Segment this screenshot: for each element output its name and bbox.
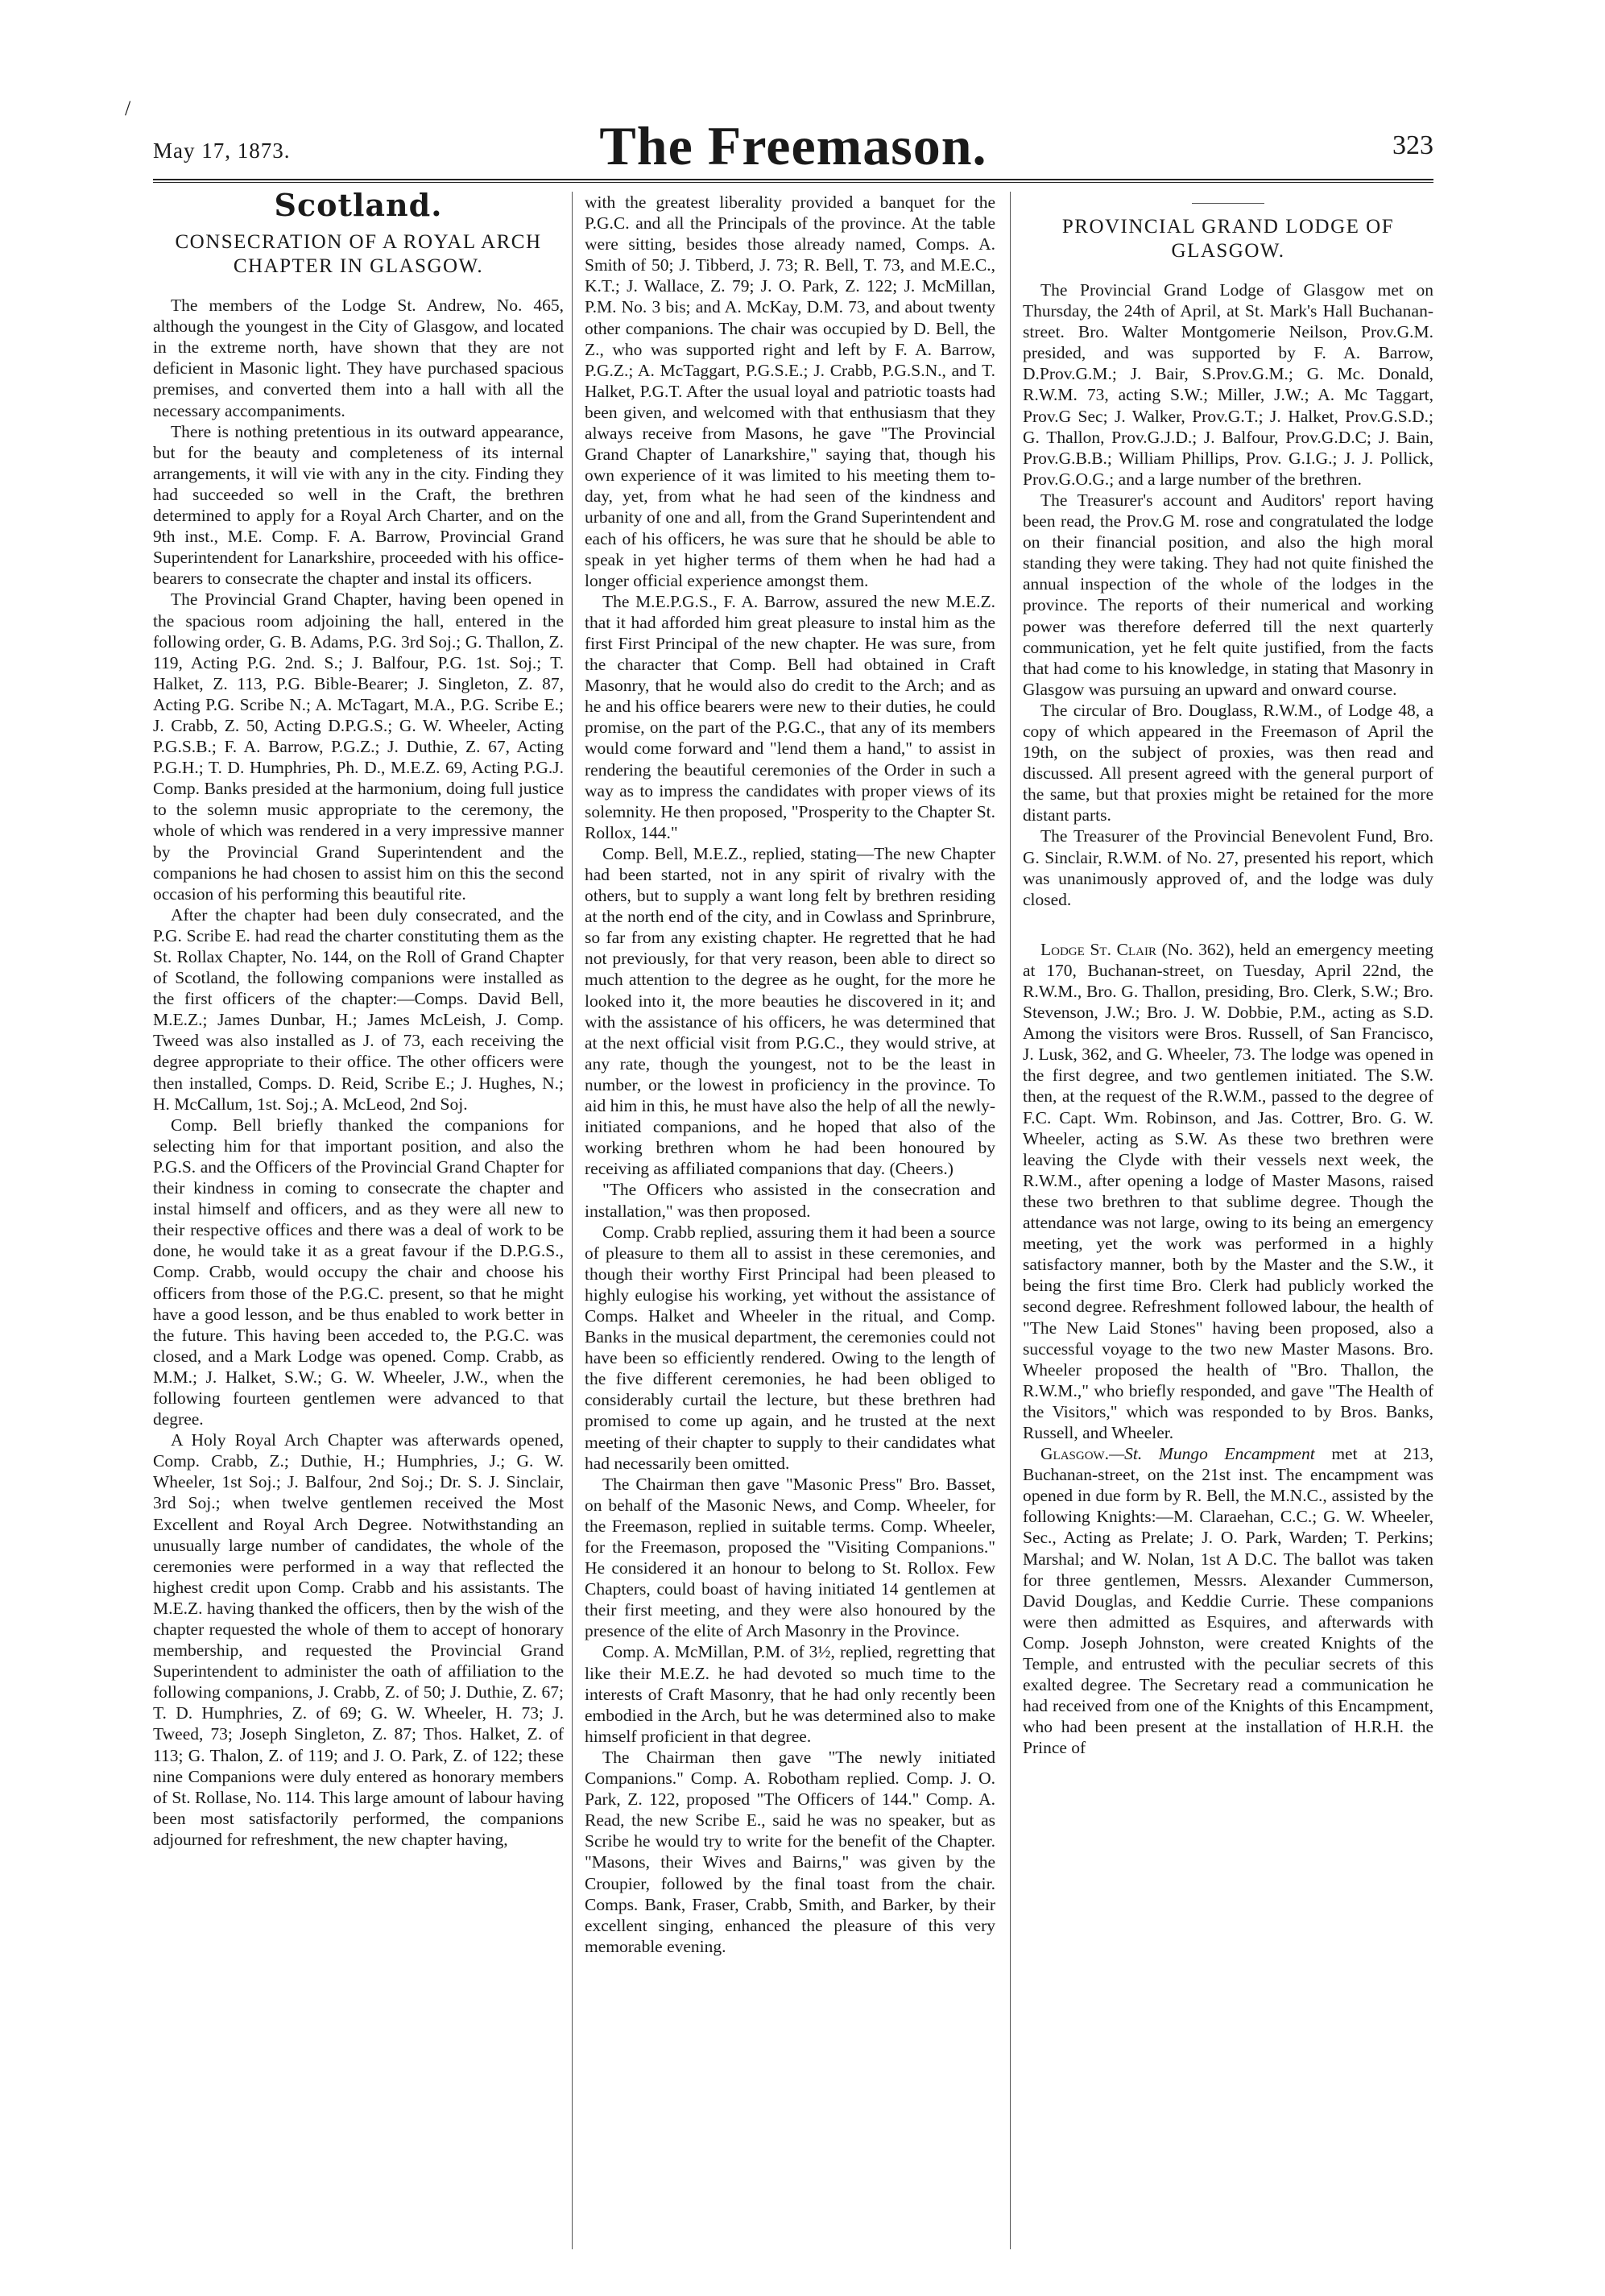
lodge-name-lead: Lodge St. Clair (1040, 939, 1156, 959)
column-1 (153, 192, 564, 2253)
publication-title: The Freemason. (599, 115, 987, 176)
article-paragraph: "The Officers who assisted in the consecration and installation," was then proposed. (585, 1180, 995, 1221)
article-paragraph: A Holy Royal Arch Chapter was afterwards opened, Comp. Crabb, Z.; Duthie, H.; Humphries, J.; G. W. Wheeler, 1st Soj.; J. Balfour, 2nd Soj.; Dr. S. J. Sinclair, 3rd Soj.; when twelve gentlemen received the Most Excellent and Royal Arch Degree. Notwithstanding an unusually large number of candidates, the whole of the ceremonies were performed in a way that reflected the highest credit upon Comp. Crabb and his assistants. The M.E.Z. having thanked the officers, then by the wish of the chapter requested the whole of them to accept of honorary membership, and requested the Provincial Grand Superintendent to administer the oath of affiliation to the following companions, J. Crabb, Z. of 50; J. Duthie, Z. 67; T. D. Humphries, Z. of 69; G. W. Wheeler, H. 73; J. Tweed, 73; Joseph Singleton, Z. 87; Thos. Halket, Z. of 113; G. Thalon, Z. of 119; and J. O. Park, Z. of 122; these nine Companions were duly entered as honorary members of St. Rollase, No. 114. This large amount of labour having been most satisfactorily performed, the companions adjourned for refreshment, the new chapter having, (153, 1430, 564, 1849)
article-paragraph: Comp. Bell briefly thanked the companions for selecting him for that important position, and also the P.G.S. and the Officers of the Provincial Grand Chapter for their kindness in coming to consecrate the chapter and instal himself and officers, and as they were all new to their respective offices and there was a deal of work to be done, he would take it as a great favour if the D.P.G.S., Comp. Crabb, would occupy the chair and choose his officers from those of the P.G.C. present, so that he might have a good lesson, and be thus enabled to work better in the future. This having been acceded to, the P.G.C. was closed, and a Mark Lodge was opened. Comp. Crabb, as M.M.; J. Halket, S.W.; G. W. Wheeler, J.W., when the following fourteen gentlemen were advanced to that degree. (153, 1115, 564, 1429)
article-paragraph: The members of the Lodge St. Andrew, No. 465, although the youngest in the City of Glasgow, and located in the extreme north, have shown that they are not deficient in Masonic light. They have purchased spacious premises, and converted them into a hall with all the necessary accompaniments. (153, 296, 564, 420)
spacer (1023, 910, 1433, 939)
column-divider (572, 192, 573, 2249)
masthead-rule (153, 179, 1433, 180)
column-3 (1023, 192, 1433, 2253)
article-paragraph: Comp. Bell, M.E.Z., replied, stating—The new Chapter had been started, not in any spirit of rivalry with the others, but to supply a want long felt by brethren residing at the north end of the city, and in Cowlass and Sprinbrure, so far from any existing chapter. He regretted that he had not previously, for that very reason, been able to direct so much attention to the degree as he ought, for the more he looked into it, the more beauties he discovered in it; and with the assistance of his officers, he was determined that at the next official visit from P.G.C., they would strive, at any rate, though the youngest, not to be the least in number, or the lowest in proficiency in the province. To aid him in this, he must have also the help of all the newly-initiated companions, and he hoped that also of the working brethren whom he had been honoured by receiving as affiliated companions that day. (Cheers.) (585, 843, 995, 1179)
section-label: Scotland. (274, 192, 443, 223)
article-paragraph: The M.E.P.G.S., F. A. Barrow, assured the new M.E.Z. that it had afforded him great pleasure to instal him as the first First Principal of the new chapter. He was sure, from the character that Comp. Bell had obtained in Craft Masonry, that he would also do credit to the Arch; and as he and his office bearers were new to their duties, he could promise, on the part of the P.G.C., that any of its members would come forward and "lend them a hand," to assist in rendering the beautiful ceremonies of the Order in such a way as to impress the candidates with proper views of its solemnity. He then proposed, "Prosperity to the Chapter St. Rollox, 144." (585, 591, 995, 842)
article-paragraph (1023, 939, 1433, 1443)
article-paragraph: The Treasurer of the Provincial Benevolent Fund, Bro. G. Sinclair, R.W.M. of No. 27, presented his report, which was unanimously approved of, and the lodge was duly closed. (1023, 826, 1433, 909)
section-separator (1192, 203, 1264, 204)
article-headline: CONSECRATION OF A ROYAL ARCH CHAPTER IN GLASGOW. (175, 231, 542, 278)
corner-mark: / (125, 97, 131, 120)
masthead-rule-thin (153, 182, 1433, 183)
article-paragraph: Comp. A. McMillan, P.M. of 3½, replied, regretting that like their M.E.Z. he had devoted so much time to the interests of Craft Masonry, that he had only recently been embodied in the Arch, but he was determined also to make himself proficient in that degree. (585, 1642, 995, 1746)
article-paragraph: Comp. Crabb replied, assuring them it had been a source of pleasure to them all to assist in these ceremonies, and though their worthy First Principal had been pleased to highly eulogise his working, yet without the assistance of Comps. Halket and Wheeler in the ritual, and Comp. Banks in the musical department, the ceremonies could not have been so efficiently rendered. Owing to the length of the five different ceremonies, he had been obliged to considerably curtail the lecture, but these brethren had promised to come up again, and he trusted at the next meeting of their chapter to supply to their candidates what had necessarily been omitted. (585, 1222, 995, 1473)
article-paragraph: with the greatest liberality provided a banquet for the P.G.C. and all the Principals of the province. At the table were sitting, besides those already named, Comps. A. Smith of 50; J. Tibberd, J. 73; R. Bell, T. 73, and M.E.C., K.T.; J. Wallace, Z. 79; J. O. Park, Z. 122; J. McMillan, P.M. No. 3 bis; and A. McKay, D.M. 73, and about twenty other companions. The chair was occupied by D. Bell, the Z., who was supported right and left by F. A. Barrow, P.G.Z.; A. McTaggart, P.G.S.E.; J. Crabb, P.G.S.N., and T. Halket, P.G.T. After the usual loyal and patriotic toasts had been given, and welcomed with that enthusiasm that they always receive from Masons, he gave "The Provincial Grand Chapter of Lanarkshire," saying that, though his own experience of it was limited to his meeting them to-day, yet, from what he had seen of the kindness and urbanity of one and all, from the Grand Superintendent and each of his officers, he was sure that he should be able to speak in yet higher terms of them when he had had a longer official experience amongst them. (585, 192, 995, 590)
article-paragraph: The circular of Bro. Douglass, R.W.M., of Lodge 48, a copy of which appeared in the Freemason of April the 19th, on the subject of proxies, was then read and discussed. All present agreed with the general purport of the same, but that proxies might be retained for the more distant parts. (1023, 700, 1433, 825)
article-paragraph: The Chairman then gave "Masonic Press" Bro. Basset, on behalf of the Masonic News, and Comp. Wheeler, for the Freemason, replied in suitable terms. Comp. Wheeler, for the Freemason, proposed the "Visiting Companions." He considered it an honour to belong to St. Rollox. Few Chapters, could boast of having initiated 14 gentlemen at their first meeting, and they were also honoured by the presence of the elite of Arch Masonry in the Province. (585, 1474, 995, 1641)
lodge-report-text: (No. 362), held an emergency meeting at 170, Buchanan-street, on Tuesday, April 22nd, the R.W.M., Bro. G. Thallon, presiding, Bro. Clerk, S.W.; Bro. Stevenson, J.W.; Bro. J. W. Dobbie, P.M., acting as S.D. Among the visitors were Bros. Russell, of San Francisco, J. Lusk, 362, and G. Wheeler, 73. The lodge was opened in the first degree, and two gentlemen initiated. The S.W. then, at the request of the R.W.M., passed to the degree of F.C. Capt. Wm. Robinson, and Jas. Cottrer, Bro. G. W. Wheeler, acting as S.W. As these two brethren were leaving the Clyde with their vessels next week, the R.W.M., after opening a lodge of Master Masons, raised these two brethren to that sublime degree. Though the attendance was not large, owing to its being an emergency meeting, yet the work was performed in a highly satisfactory manner, both by the Master and the S.W., it being the first time Bro. Clerk had publicly worked the second degree. Refreshment followed labour, the health of "The New Laid Stones" having been proposed, also a successful voyage to the two new Master Masons. Bro. Wheeler proposed the health of "Bro. Thallon, the R.W.M.," who briefly responded, and gave "The Health of the Visitors," which was responded to by Bros. Banks, Russell, and Wheeler. (1023, 939, 1433, 1442)
article-paragraph: After the chapter had been duly consecrated, and the P.G. Scribe E. had read the charter constituting them as the St. Rollax Chapter, No. 144, on the Roll of Grand Chapter of Scotland, the following companions were installed as the first officers of the chapter:—Comps. David Bell, M.E.Z.; James Dunbar, H.; James McLeish, J. Comp. Tweed was also installed as J. of 73, each receiving the degree appropriate to their office. The other officers were then installed, Comps. D. Reid, Scribe E.; J. Hughes, N.; H. McCallum, 1st. Soj.; A. McLeod, 2nd Soj. (153, 904, 564, 1114)
column-divider (1010, 192, 1011, 2249)
article-paragraph: The Treasurer's account and Auditors' report having been read, the Prov.G M. rose and congratulated the lodge on their financial position, and also the high moral standing they were taking. They had not quite finished the annual inspection of the whole of the lodges in the province. The reports of their numerical and working power was therefore deferred till the next quarterly communication, yet he felt quite justified, from the facts that had come to his knowledge, in stating that Masonry in Glasgow was pursuing an upward and onward course. (1023, 490, 1433, 699)
article-paragraph (1023, 1443, 1433, 1758)
article-paragraph: The Provincial Grand Chapter, having been opened in the spacious room adjoining the hall, entered in the following order, G. B. Adams, P.G. 3rd Soj.; G. Thallon, Z. 119, Acting P.G. 2nd. S.; J. Balfour, P.G. 1st. Soj.; T. Halket, Z. 113, P.G. Bible-Bearer; J. Singleton, Z. 87, Acting P.G. Scribe N.; A. McTagart, M.A., P.G. Scribe E.; J. Crabb, Z. 50, Acting D.P.G.S.; G. W. Wheeler, Acting P.G.S.B.; F. A. Barrow, P.G.Z.; J. Duthie, Z. 67, Acting P.G.H.; T. D. Humphries, Ph. D., M.E.Z. 69, Acting P.G.J. Comp. Banks presided at the harmonium, doing full justice to the solemn music appropriate to the ceremony, the whole of which was rendered in a very impressive manner by the Provincial Grand Superintendent and the companions he had chosen to assist him on this the second occasion of his performing this beautiful rite. (153, 590, 564, 904)
encampment-report-text: met at 213, Buchanan-street, on the 21st inst. The encampment was opened in due form by R. Bell, the M.N.C., assisted by the following Knights:—M. Claraehan, C.C.; G. W. Wheeler, Sec., Acting as Prelate; J. O. Park, Warden; T. Perkins; Marshal; and W. Nolan, 1st A D.C. The ballot was taken for three gentlemen, Messrs. Alexander Cummerson, David Douglas, and Keddie Currie. These companions were then admitted as Esquires, and afterwards with Comp. Joseph Johnston, were created Knights of the Temple, and entrusted with the peculiar secrets of this exalted degree. The Secretary read a communication he had received from one of the Knights of this Encampment, who had been present at the installation of H.R.H. the Prince of (1023, 1444, 1433, 1758)
place-lead: Glasgow. (1040, 1444, 1110, 1464)
article-paragraph: The Chairman then gave "The newly initiated Companions." Comp. A. Robotham replied. Comp. J. O. Park, Z. 122, proposed "The Officers of 144." Comp. A. Read, the new Scribe E., said he was no speaker, but as Scribe he would try to write for the benefit of the Chapter. "Masons, their Wives and Bairns," was given by the Croupier, followed by the final toast from the chair. Comps. Bank, Fraser, Crabb, Smith, and Barker, by their excellent singing, enhanced the pleasure of this very memorable evening. (585, 1747, 995, 1956)
article-paragraph: There is nothing pretentious in its outward appearance, but for the beauty and completeness of its internal arrangements, it will vie with any in the city. Finding they had succeeded so well in the Craft, the brethren determined to apply for a Royal Arch Charter, and on the 9th inst., M.E. Comp. F. A. Barrow, Provincial Grand Superintendent for Lanarkshire, proceeded with his office-bearers to consecrate the chapter and instal its officers. (153, 421, 564, 589)
issue-date: May 17, 1873. (153, 139, 291, 163)
article-headline: PROVINCIAL GRAND LODGE OF GLASGOW. (1061, 216, 1395, 262)
article-paragraph: The Provincial Grand Lodge of Glasgow met on Thursday, the 24th of April, at St. Mark's Hall Buchanan-street. Bro. Walter Montgomerie Neilson, Prov.G.M. presided, and was supported by F. A. Barrow, D.Prov.G.M.; J. Bair, S.Prov.G.M.; G. Mc. Donald, R.W.M. 73, acting S.W.; Miller, J.W.; A. Mc Taggart, Prov.G Sec; J. Walker, Prov.G.T.; J. Halket, Prov.G.S.D.; G. Thallon, Prov.G.J.D.; J. Balfour, Prov.G.D.C; J. Bain, Prov.G.B.B.; William Phillips, Prov. G.I.G.; J. J. Pollick, Prov.G.O.G.; and a large number of the brethren. (1023, 280, 1433, 489)
encampment-name: —St. Mungo Encampment (1109, 1444, 1315, 1464)
masthead (153, 115, 1433, 177)
column-2 (585, 192, 995, 2253)
page-number: 323 (1392, 130, 1433, 160)
